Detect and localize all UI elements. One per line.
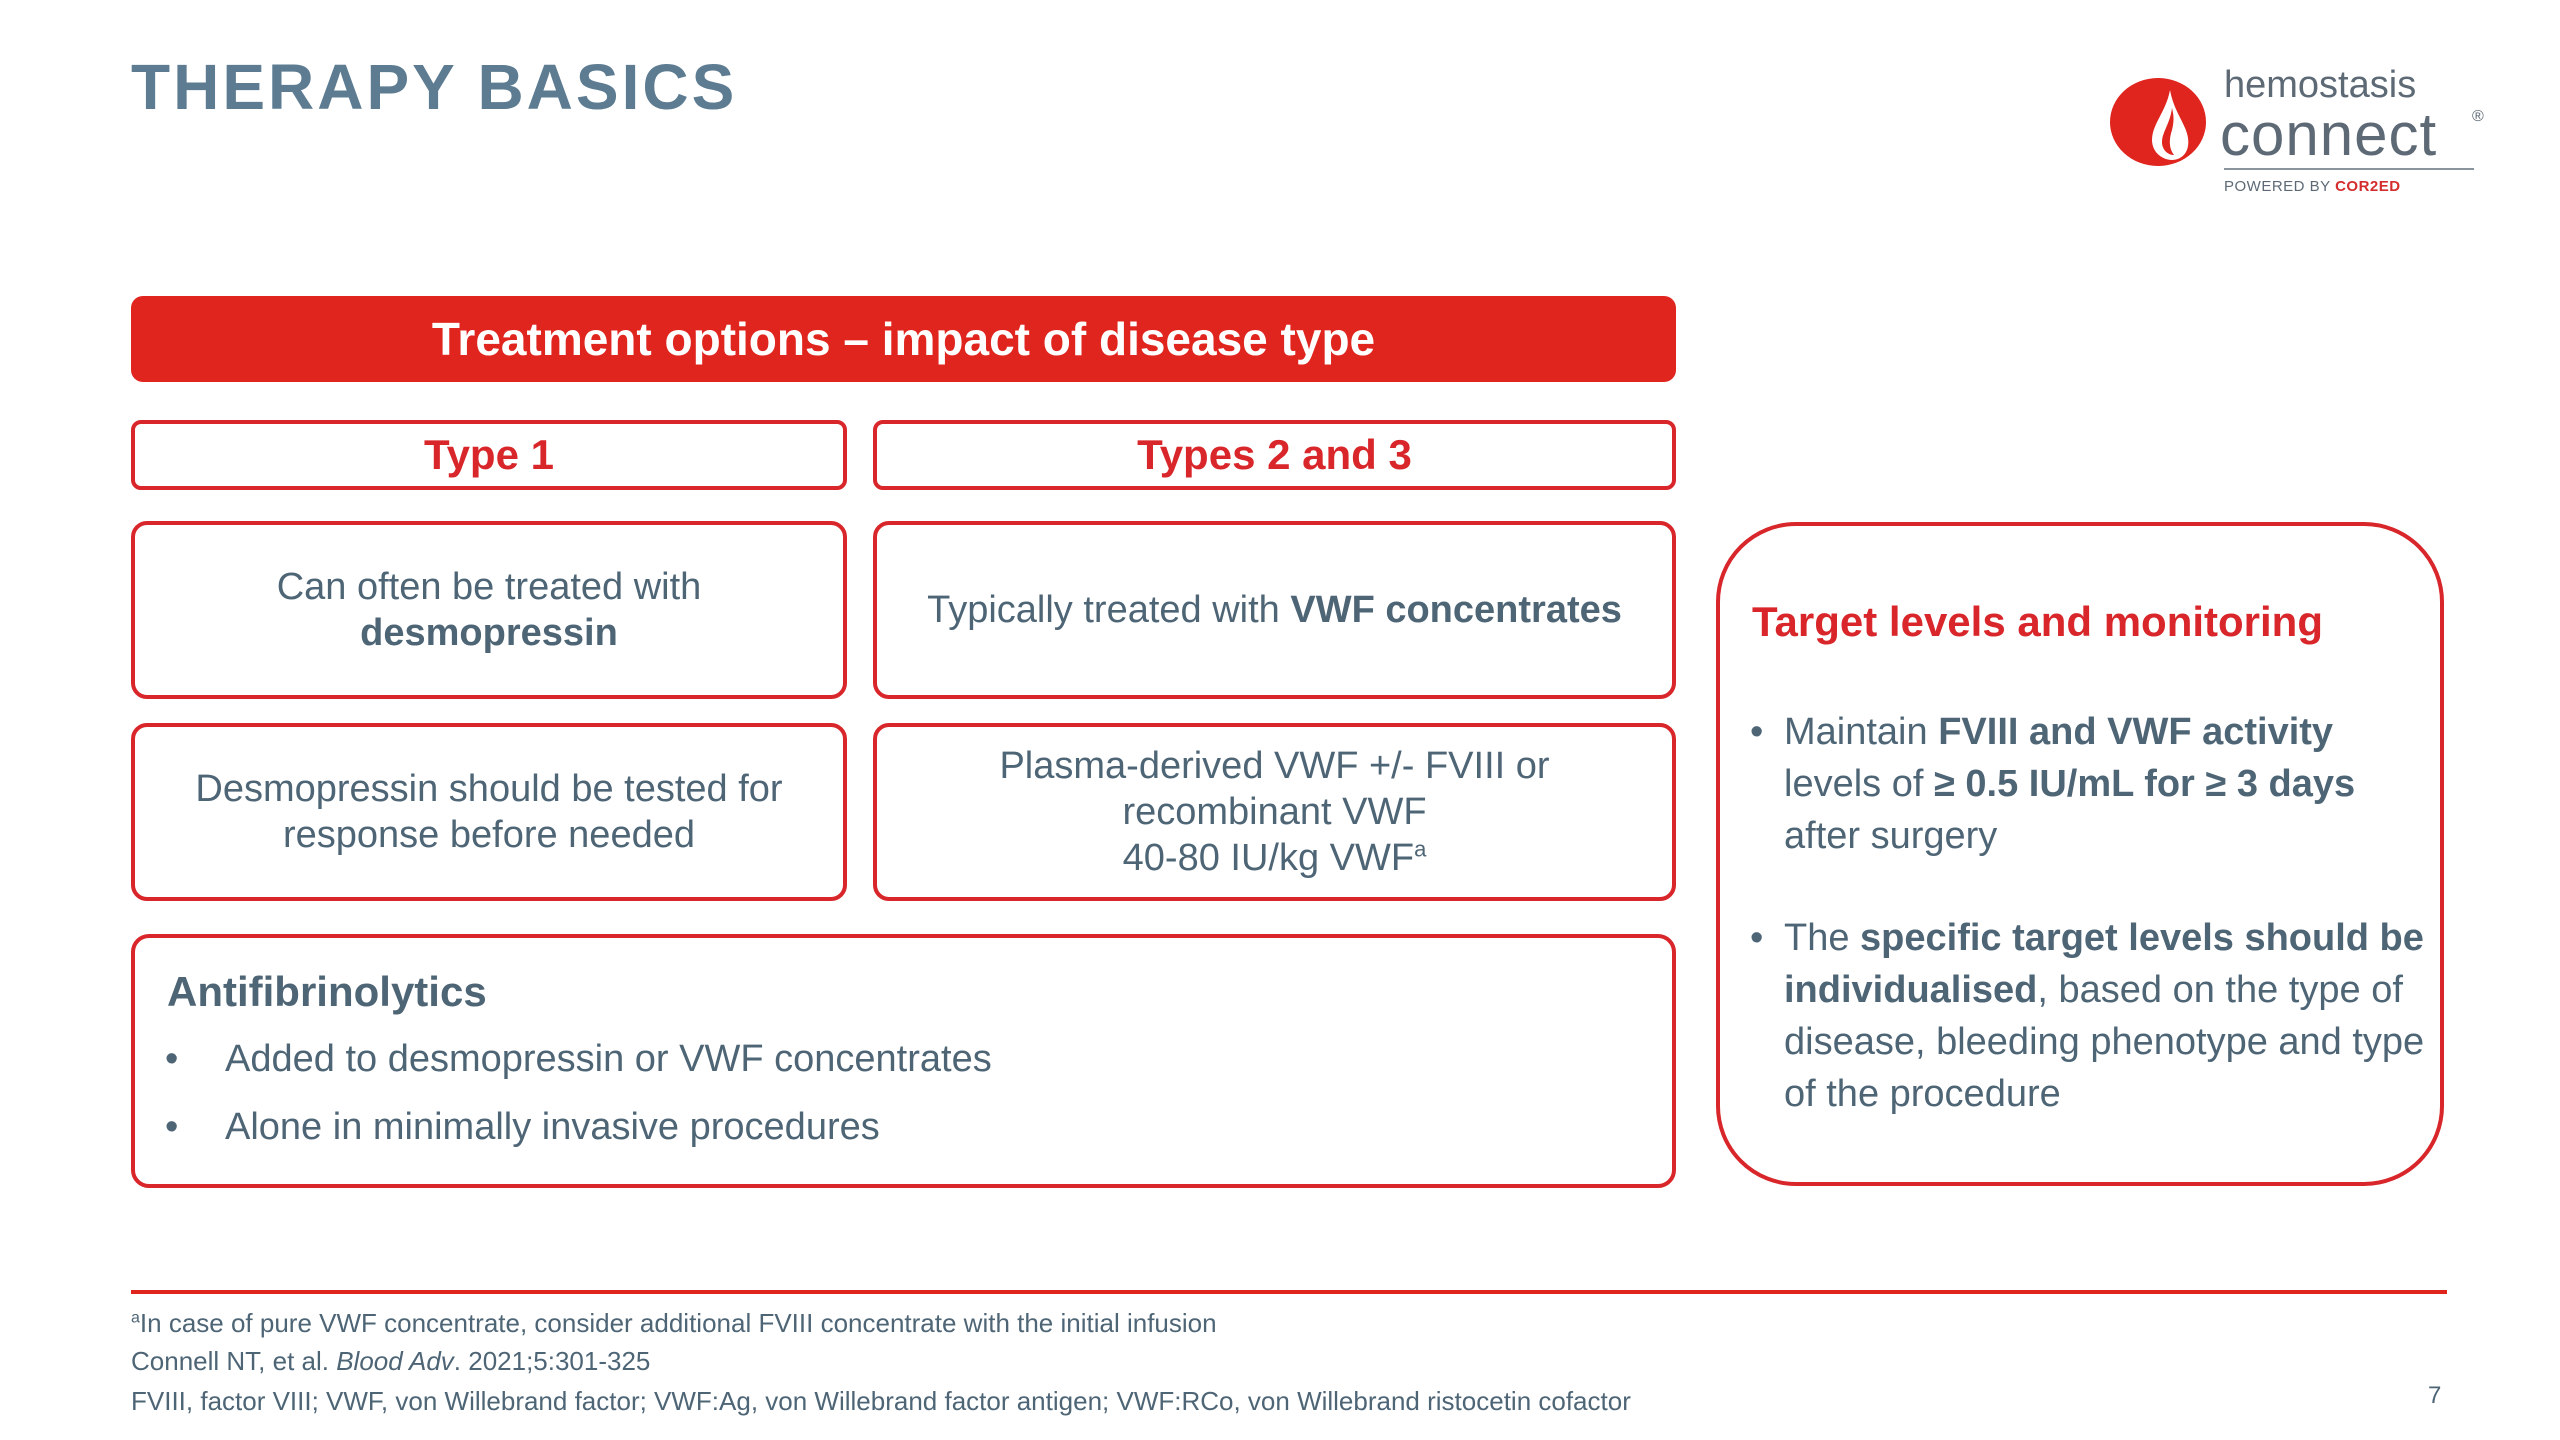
page-number: 7 [2428, 1382, 2442, 1409]
antifibrinolytics-box [131, 934, 1676, 1188]
treatment-banner: Treatment options – impact of disease type [131, 296, 1676, 382]
logo-powered-by: POWERED BY COR2ED [2224, 178, 2401, 195]
type1-desmopressin-cell: Can often be treated with desmopressin [131, 521, 847, 699]
logo-registered: ® [2472, 108, 2484, 125]
abbreviations: FVIII, factor VIII; VWF, von Willebrand factor; VWF:Ag, von Willebrand factor antigen; VWF:RCo, von Willebrand ristocetin cofactor [131, 1386, 1631, 1416]
list-item: • Added to desmopressin or VWF concentrates [165, 1036, 992, 1082]
target-levels-list [1750, 706, 2430, 1170]
logo-line2: connect [2220, 101, 2438, 168]
type1-header: Type 1 [131, 420, 847, 490]
footer-divider [131, 1290, 2447, 1294]
list-item: • Alone in minimally invasive procedures [165, 1104, 992, 1150]
drop-icon [2108, 72, 2212, 172]
type23-vwf-cell: Typically treated with VWF concentrates [873, 521, 1676, 699]
logo [2108, 64, 2488, 204]
footnote-a: $^a$In case of pure VWF concentrate, consider additional FVIII concentrate with the initial infusion [131, 1308, 1217, 1338]
type1-testing-cell: Desmopressin should be tested for response before needed [131, 723, 847, 901]
logo-divider [2224, 168, 2474, 170]
list-item: • The specific target levels should be individualised, based on the type of disease, bleeding phenotype and type of the procedure [1750, 912, 2430, 1120]
type23-dose-cell: Plasma-derived VWF +/- FVIII or recombinant VWF 40-80 IU/kg VWF$^a$ [873, 723, 1676, 901]
list-item: • Maintain FVIII and VWF activity levels of ≥ 0.5 IU/mL for ≥ 3 days after surgery [1750, 706, 2430, 862]
logo-line1: hemostasis [2224, 64, 2417, 106]
reference: Connell NT, et al. Blood Adv. 2021;5:301-325 [131, 1346, 651, 1376]
type23-header: Types 2 and 3 [873, 420, 1676, 490]
page-title: THERAPY BASICS [131, 51, 738, 123]
target-levels-box [1716, 522, 2444, 1186]
target-levels-title: Target levels and monitoring [1752, 598, 2323, 645]
antifibrinolytics-title: Antifibrinolytics [167, 968, 487, 1015]
antifibrinolytics-list [165, 1036, 992, 1172]
